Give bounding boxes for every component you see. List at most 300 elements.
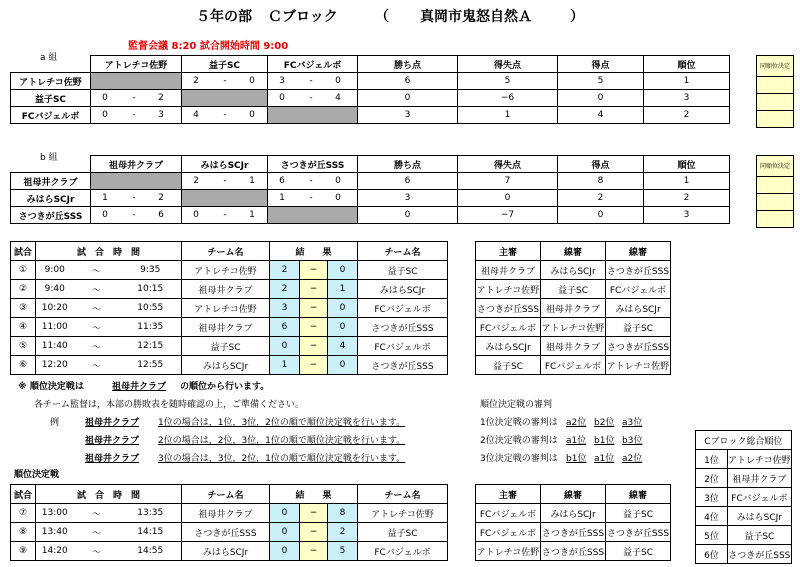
team-name: FCバジェルボ <box>11 107 91 124</box>
score-home: 0 <box>102 93 108 103</box>
title-section: ５年の部 <box>196 9 252 25</box>
time-separator: 〜 <box>74 523 120 542</box>
score-home: 0 <box>279 93 285 103</box>
home-score: 6 <box>270 318 300 337</box>
away-team: 益子SC <box>358 523 448 542</box>
goals: 0 <box>558 90 644 107</box>
time-separator: 〜 <box>74 356 120 375</box>
home-score: 2 <box>270 280 300 299</box>
score-cell <box>182 207 268 224</box>
away-score: 0 <box>328 261 358 280</box>
linesman-1: 祖母井クラブ <box>541 299 606 318</box>
note-1-team: 祖母井クラブ <box>112 382 167 392</box>
overall-team: 祖母井クラブ <box>728 469 792 488</box>
score-dash: - <box>132 93 136 103</box>
table-row <box>696 545 792 564</box>
score-away: 0 <box>335 193 341 203</box>
score-dash: − <box>300 356 328 375</box>
score-dash: - <box>132 110 136 120</box>
overall-team: さつきが丘SSS <box>728 545 792 564</box>
linesman-1: さつきが丘SSS <box>541 542 606 561</box>
goals: 2 <box>558 190 644 207</box>
referee-slot: a2位 <box>566 418 587 428</box>
score-away: 0 <box>335 76 341 86</box>
referee-line-label: 2位決定戦の審判は <box>480 436 558 446</box>
end-time: 12:55 <box>120 356 182 375</box>
table-row <box>11 337 448 356</box>
header: 益子SC <box>182 56 268 73</box>
header: 得失点 <box>458 56 558 73</box>
header: チーム名 <box>182 242 270 261</box>
table-row <box>11 504 448 523</box>
away-team: みはらSCJr <box>358 280 448 299</box>
home-team: アトレチコ佐野 <box>182 299 270 318</box>
title-paren-open: （ <box>375 9 389 25</box>
table-row <box>11 190 730 207</box>
overall-team: 益子SC <box>728 526 792 545</box>
away-team: FCバジェルボ <box>358 299 448 318</box>
referee-line-label: 1位決定戦の審判は <box>480 418 558 428</box>
meeting-time: 監督会議 8:20 試合開始時間 9:00 <box>128 41 289 52</box>
team-name: 祖母井クラブ <box>11 173 91 190</box>
points: 0 <box>358 207 458 224</box>
table-row <box>696 488 792 507</box>
rank: 3 <box>644 207 730 224</box>
time-separator: 〜 <box>74 299 120 318</box>
referee: 祖母井クラブ <box>476 261 541 280</box>
overall-team: FCバジェルボ <box>728 488 792 507</box>
start-time: 10:20 <box>36 299 74 318</box>
linesman-2: アトレチコ佐野 <box>606 356 671 375</box>
header: みはらSCJr <box>182 156 268 173</box>
table-row <box>476 261 671 280</box>
time-separator: 〜 <box>74 280 120 299</box>
header: 試 合 時 間 <box>36 242 182 261</box>
score-cell <box>91 90 182 107</box>
table-row <box>11 107 730 124</box>
score-home: 0 <box>102 210 108 220</box>
referee: さつきが丘SSS <box>476 299 541 318</box>
same-rank-b-label: 同順位決定 <box>757 156 794 177</box>
linesman-1: アトレチコ佐野 <box>541 318 606 337</box>
end-time: 14:15 <box>120 523 182 542</box>
rank: 3 <box>644 90 730 107</box>
start-time: 9:40 <box>36 280 74 299</box>
score-away: 0 <box>249 110 255 120</box>
home-score: 1 <box>270 356 300 375</box>
score-dash: − <box>300 318 328 337</box>
table-row <box>11 173 730 190</box>
referee: みはらSCJr <box>476 337 541 356</box>
note-2: 各チーム監督は，本部の勝敗表を随時確認の上，ご準備ください。 <box>34 400 305 410</box>
same-rank-a-label: 同順位決定 <box>757 56 794 77</box>
table-row <box>11 299 448 318</box>
score-home: 6 <box>279 176 285 186</box>
schedule-referee-table <box>475 241 671 375</box>
overall-rank: 6位 <box>696 545 728 564</box>
away-team: FCバジェルボ <box>358 337 448 356</box>
start-time: 11:00 <box>36 318 74 337</box>
linesman-1: 益子SC <box>541 280 606 299</box>
goals: 4 <box>558 107 644 124</box>
score-home: 4 <box>193 110 199 120</box>
score-cell <box>268 90 358 107</box>
header: 線審 <box>541 242 606 261</box>
header: チーム名 <box>358 485 448 504</box>
home-score: 0 <box>270 542 300 561</box>
away-team: さつきが丘SSS <box>358 318 448 337</box>
title-venue: 真岡市鬼怒自然Ａ <box>420 9 532 25</box>
score-cell <box>182 73 268 90</box>
time-separator: 〜 <box>74 318 120 337</box>
team-name: さつきが丘SSS <box>11 207 91 224</box>
match-number: ⑤ <box>11 337 36 356</box>
linesman-2: 益子SC <box>606 542 671 561</box>
same-rank-a <box>756 55 794 128</box>
header: 勝ち点 <box>358 156 458 173</box>
header: 主審 <box>476 485 541 504</box>
linesman-1: 祖母井クラブ <box>541 337 606 356</box>
goal-diff: 5 <box>458 73 558 90</box>
score-cell <box>268 173 358 190</box>
final-label: 順位決定戦 <box>14 470 60 480</box>
time-separator: 〜 <box>74 261 120 280</box>
referee-slot: b1位 <box>594 436 615 446</box>
goal-diff: 1 <box>458 107 558 124</box>
linesman-2: FCバジェルボ <box>606 280 671 299</box>
score-home: 0 <box>193 210 199 220</box>
match-number: ⑨ <box>11 542 36 561</box>
linesman-2: 益子SC <box>606 318 671 337</box>
score-away: 6 <box>158 210 164 220</box>
header: 試合 <box>11 242 36 261</box>
match-number: ⑦ <box>11 504 36 523</box>
score-dash: - <box>223 110 227 120</box>
referee: アトレチコ佐野 <box>476 280 541 299</box>
finals-referee-table <box>475 484 671 561</box>
score-dash: - <box>132 210 136 220</box>
score-away: 2 <box>158 193 164 203</box>
match-number: ⑥ <box>11 356 36 375</box>
linesman-1: みはらSCJr <box>541 504 606 523</box>
referee-slot: a1位 <box>566 436 587 446</box>
points: 6 <box>358 173 458 190</box>
header: 試合 <box>11 485 36 504</box>
score-home: 2 <box>193 176 199 186</box>
header: 主審 <box>476 242 541 261</box>
score-away: 3 <box>158 110 164 120</box>
home-score: 2 <box>270 261 300 280</box>
home-team: みはらSCJr <box>182 542 270 561</box>
away-team: さつきが丘SSS <box>358 356 448 375</box>
linesman-1: FCバジェルボ <box>541 356 606 375</box>
match-number: ② <box>11 280 36 299</box>
example-team: 祖母井クラブ <box>85 418 140 428</box>
group-b-label: b 組 <box>40 153 58 163</box>
home-score: 0 <box>270 337 300 356</box>
score-dash: - <box>223 210 227 220</box>
score-dash: - <box>223 176 227 186</box>
header: チーム名 <box>182 485 270 504</box>
end-time: 10:15 <box>120 280 182 299</box>
away-score: 5 <box>328 542 358 561</box>
goal-diff: −7 <box>458 207 558 224</box>
score-away: 0 <box>249 76 255 86</box>
self-match-cell <box>182 190 268 207</box>
time-separator: 〜 <box>74 542 120 561</box>
table-row <box>11 261 448 280</box>
header: アトレチコ佐野 <box>91 56 182 73</box>
header: 得失点 <box>458 156 558 173</box>
match-number: ③ <box>11 299 36 318</box>
example-text: 3位の場合は，3位，2位，1位の順で順位決定戦を行います。 <box>158 454 406 464</box>
start-time: 13:00 <box>36 504 74 523</box>
away-team: FCバジェルボ <box>358 542 448 561</box>
table-row <box>476 280 671 299</box>
table-row <box>476 523 671 542</box>
referee-slot: b2位 <box>594 418 615 428</box>
referee-slot: b1位 <box>566 454 587 464</box>
referee: FCバジェルボ <box>476 504 541 523</box>
overall-team: アトレチコ佐野 <box>728 450 792 469</box>
home-team: みはらSCJr <box>182 356 270 375</box>
home-team: さつきが丘SSS <box>182 523 270 542</box>
table-row <box>11 207 730 224</box>
linesman-2: さつきが丘SSS <box>606 261 671 280</box>
note-1-prefix: ※ 順位決定戦は <box>18 382 84 392</box>
points: 6 <box>358 73 458 90</box>
score-cell <box>182 107 268 124</box>
title-block: Ｃブロック <box>268 9 338 25</box>
home-team: アトレチコ佐野 <box>182 261 270 280</box>
overall-ranking-table <box>695 430 792 564</box>
score-dash: - <box>309 76 313 86</box>
score-cell <box>182 173 268 190</box>
overall-rank: 1位 <box>696 450 728 469</box>
goals: 5 <box>558 73 644 90</box>
table-row <box>696 450 792 469</box>
self-match-cell <box>182 90 268 107</box>
home-team: 祖母井クラブ <box>182 504 270 523</box>
table-row <box>11 542 448 561</box>
end-time: 11:35 <box>120 318 182 337</box>
example-team: 祖母井クラブ <box>85 436 140 446</box>
start-time: 9:00 <box>36 261 74 280</box>
table-row <box>11 73 730 90</box>
score-cell <box>91 190 182 207</box>
goal-diff: 0 <box>458 190 558 207</box>
linesman-1: みはらSCJr <box>541 261 606 280</box>
start-time: 14:20 <box>36 542 74 561</box>
away-score: 4 <box>328 337 358 356</box>
self-match-cell <box>268 107 358 124</box>
time-separator: 〜 <box>74 337 120 356</box>
table-row <box>476 318 671 337</box>
home-score: 3 <box>270 299 300 318</box>
table-row <box>11 280 448 299</box>
goals: 8 <box>558 173 644 190</box>
group-a-label: a 組 <box>40 53 58 63</box>
team-name: アトレチコ佐野 <box>11 73 91 90</box>
header: チーム名 <box>358 242 448 261</box>
header: 順位 <box>644 56 730 73</box>
end-time: 12:15 <box>120 337 182 356</box>
referee: FCバジェルボ <box>476 318 541 337</box>
score-dash: - <box>223 76 227 86</box>
header: 結 果 <box>270 242 358 261</box>
finals-table <box>10 484 448 561</box>
score-dash: − <box>300 523 328 542</box>
team-name: 益子SC <box>11 90 91 107</box>
header: 勝ち点 <box>358 56 458 73</box>
linesman-2: 益子SC <box>606 504 671 523</box>
header: さつきが丘SSS <box>268 156 358 173</box>
goal-diff: −6 <box>458 90 558 107</box>
overall-rank: 5位 <box>696 526 728 545</box>
points: 3 <box>358 107 458 124</box>
example-text: 1位の場合は，1位，3位，2位の順で順位決定戦を行います。 <box>158 418 406 428</box>
rank: 2 <box>644 107 730 124</box>
table-row <box>696 469 792 488</box>
header: 得点 <box>558 56 644 73</box>
home-team: 益子SC <box>182 337 270 356</box>
rank: 1 <box>644 73 730 90</box>
header: 順位 <box>644 156 730 173</box>
score-dash: - <box>309 176 313 186</box>
score-dash: − <box>300 337 328 356</box>
overall-rank: 3位 <box>696 488 728 507</box>
score-dash: − <box>300 542 328 561</box>
self-match-cell <box>268 207 358 224</box>
end-time: 14:55 <box>120 542 182 561</box>
referee-slot: a3位 <box>622 418 643 428</box>
home-score: 0 <box>270 523 300 542</box>
away-score: 1 <box>328 280 358 299</box>
score-home: 1 <box>279 193 285 203</box>
score-away: 4 <box>335 93 341 103</box>
linesman-2: さつきが丘SSS <box>606 337 671 356</box>
score-dash: − <box>300 261 328 280</box>
away-team: アトレチコ佐野 <box>358 504 448 523</box>
team-name: みはらSCJr <box>11 190 91 207</box>
away-score: 8 <box>328 504 358 523</box>
start-time: 13:40 <box>36 523 74 542</box>
note-1-suffix: の順位から行います。 <box>180 382 270 392</box>
score-home: 2 <box>193 76 199 86</box>
home-score: 0 <box>270 504 300 523</box>
away-score: 0 <box>328 299 358 318</box>
score-cell <box>268 73 358 90</box>
linesman-1: さつきが丘SSS <box>541 523 606 542</box>
score-home: 3 <box>279 76 285 86</box>
self-match-cell <box>91 173 182 190</box>
header: 線審 <box>606 242 671 261</box>
referee: アトレチコ佐野 <box>476 542 541 561</box>
title-paren-close: ） <box>570 9 584 25</box>
away-team: 益子SC <box>358 261 448 280</box>
table-row <box>11 318 448 337</box>
example-team: 祖母井クラブ <box>85 454 140 464</box>
referee-title: 順位決定戦の審判 <box>480 400 553 410</box>
group-a-table <box>10 55 730 124</box>
table-row <box>476 504 671 523</box>
start-time: 11:40 <box>36 337 74 356</box>
score-dash: - <box>309 93 313 103</box>
score-home: 0 <box>102 110 108 120</box>
table-row <box>476 337 671 356</box>
end-time: 13:35 <box>120 504 182 523</box>
linesman-2: さつきが丘SSS <box>606 523 671 542</box>
score-away: 1 <box>249 210 255 220</box>
points: 0 <box>358 90 458 107</box>
group-b-table <box>10 155 730 224</box>
goals: 0 <box>558 207 644 224</box>
away-score: 0 <box>328 318 358 337</box>
match-number: ⑧ <box>11 523 36 542</box>
score-cell <box>268 190 358 207</box>
score-home: 1 <box>102 193 108 203</box>
table-row <box>11 356 448 375</box>
match-number: ④ <box>11 318 36 337</box>
rank: 2 <box>644 190 730 207</box>
header: 試 合 時 間 <box>36 485 182 504</box>
score-dash: - <box>309 193 313 203</box>
referee: FCバジェルボ <box>476 523 541 542</box>
header: FCバジェルボ <box>268 56 358 73</box>
header: 祖母井クラブ <box>91 156 182 173</box>
match-number: ① <box>11 261 36 280</box>
referee: 益子SC <box>476 356 541 375</box>
overall-rank: 2位 <box>696 469 728 488</box>
start-time: 12:20 <box>36 356 74 375</box>
example-label: 例 <box>50 418 60 428</box>
points: 3 <box>358 190 458 207</box>
score-away: 2 <box>158 93 164 103</box>
end-time: 10:55 <box>120 299 182 318</box>
same-rank-b <box>756 155 794 228</box>
home-team: 祖母井クラブ <box>182 318 270 337</box>
time-separator: 〜 <box>74 504 120 523</box>
self-match-cell <box>91 73 182 90</box>
table-row <box>11 90 730 107</box>
schedule-table <box>10 241 448 375</box>
table-row <box>696 526 792 545</box>
score-dash: − <box>300 299 328 318</box>
table-row <box>476 356 671 375</box>
table-row <box>476 542 671 561</box>
score-away: 1 <box>249 176 255 186</box>
goal-diff: 7 <box>458 173 558 190</box>
header: 線審 <box>606 485 671 504</box>
linesman-2: みはらSCJr <box>606 299 671 318</box>
overall-team: みはらSCJr <box>728 507 792 526</box>
table-row <box>11 523 448 542</box>
referee-slot: b3位 <box>622 436 643 446</box>
referee-slot: a2位 <box>622 454 643 464</box>
away-score: 0 <box>328 356 358 375</box>
header: 結 果 <box>270 485 358 504</box>
table-row <box>476 299 671 318</box>
example-text: 2位の場合は，2位，3位，1位の順で順位決定戦を行います。 <box>158 436 406 446</box>
header: 得点 <box>558 156 644 173</box>
home-team: 祖母井クラブ <box>182 280 270 299</box>
rank: 1 <box>644 173 730 190</box>
score-cell <box>91 107 182 124</box>
end-time: 9:35 <box>120 261 182 280</box>
overall-rank: 4位 <box>696 507 728 526</box>
referee-line-label: 3位決定戦の審判は <box>480 454 558 464</box>
table-row <box>696 507 792 526</box>
